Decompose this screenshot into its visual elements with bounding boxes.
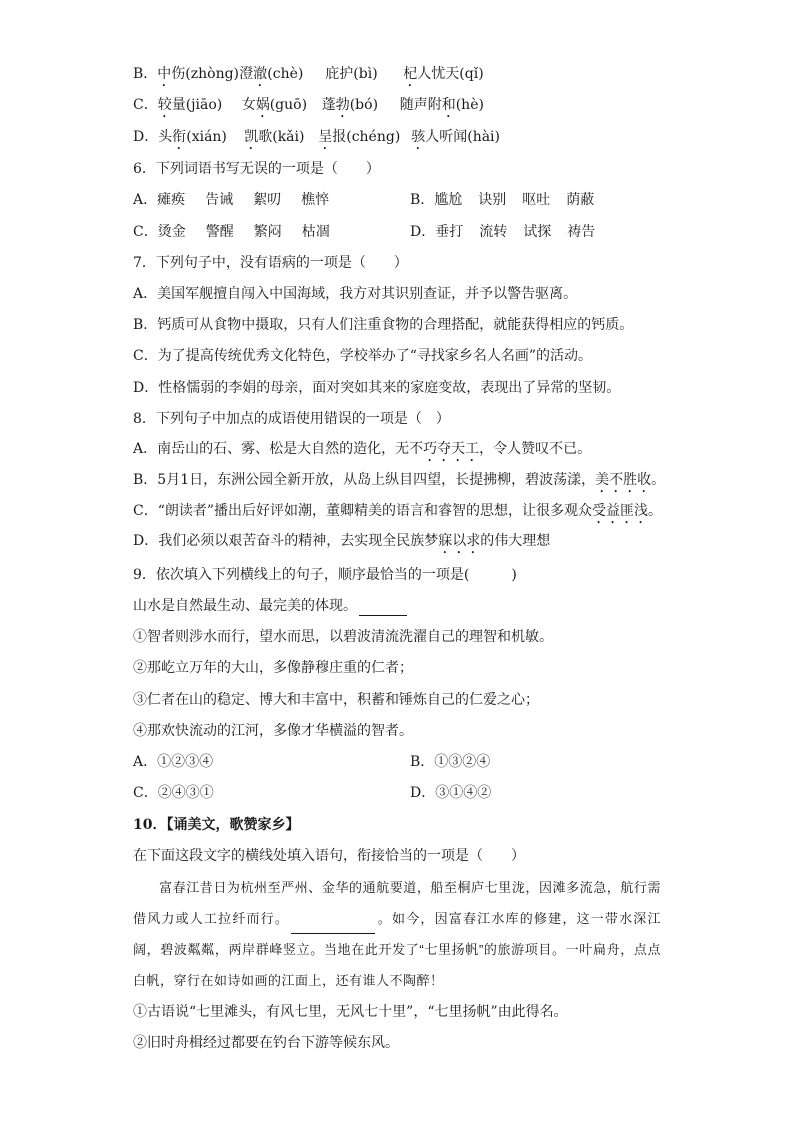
pinyin-item: 杞人忧天(qǐ) [403, 66, 484, 82]
q9-row-cd [133, 783, 492, 803]
pinyin-item: 中伤(zhòng) [157, 66, 240, 82]
pinyin-item: 庇护(bì) [325, 66, 378, 82]
q8-stem: 8．下列句子中加点的成语使用错误的一项是（ ） [133, 411, 450, 427]
pinyin-item: 凯歌(kǎi) [244, 129, 305, 145]
pinyin-item: 呈报(chéng) [318, 129, 401, 145]
sentence-text: D．我们必须以艰苦奋斗的精神，去实现全民族梦 [133, 533, 439, 549]
sentence-text: A．南岳山的石、雾、松是大自然的造化，无不 [133, 441, 424, 457]
q7-stem: 7．下列句子中，没有语病的一项是（ ） [133, 255, 408, 271]
word: 警醒 [205, 224, 234, 240]
pinyin-item: 蓬勃(bó) [321, 97, 379, 113]
q5-option-d[interactable] [133, 127, 500, 153]
q8-option-c[interactable] [133, 501, 662, 527]
q6-option-b[interactable] [410, 190, 594, 210]
passage-text: 。如今，因富春江水库的修建，这一带水深江阔，碧波粼粼，两岸群峰竖立。当地在此开发了“七里扬帆”的旅游项目。一叶扁舟，点点白帆，穿行在如诗如画的江面上，还有谁人不陶醉！ [133, 911, 661, 988]
q9-option-a[interactable]: A．①②③④ [133, 754, 214, 770]
lead-text: 山水是自然最生动、最完美的体现。 [133, 598, 357, 614]
word: 絮叨 [253, 192, 282, 208]
option-label: C． [133, 224, 158, 240]
sentence-text: 的伟大理想 [480, 533, 551, 549]
word: 流转 [479, 224, 508, 240]
word: 荫蔽 [566, 192, 595, 208]
q7-option-b[interactable]: B．钙质可从食物中摄取，只有人们注重食物的合理搭配，就能获得相应的钙质。 [133, 317, 634, 333]
answer-blank[interactable] [291, 919, 375, 934]
q5-option-b[interactable] [133, 64, 484, 90]
q8-option-b[interactable] [133, 470, 665, 496]
word: 尴尬 [434, 192, 463, 208]
option-label: D． [133, 129, 159, 145]
word: 告诫 [205, 192, 234, 208]
q6-option-a[interactable] [133, 192, 329, 208]
pinyin-item: 随声附和(hè) [399, 97, 484, 113]
pinyin-item: 较量(jiāo) [157, 97, 223, 113]
pinyin-item: 澄澈(chè) [239, 66, 304, 82]
sentence-text: B．5月1日，东洲公园全新开放，从岛上纵目四望，长提拂柳，碧波荡漾， [133, 472, 596, 488]
word: 呕吐 [522, 192, 551, 208]
marked-idiom: 受益匪浅 [592, 503, 649, 519]
q10-sentence-1: ①古语说“七里滩头，有风七里，无风七十里”，“七里扬帆”由此得名。 [133, 1004, 568, 1020]
pinyin-item: 骇人听闻(hài) [411, 129, 500, 145]
q7-option-d[interactable]: D．性格懦弱的李娟的母亲，面对突如其来的家庭变故，表现出了异常的坚韧。 [133, 380, 621, 396]
q7-option-a[interactable]: A．美国军舰擅自闯入中国海域，我方对其识别查证，并予以警告驱离。 [133, 286, 578, 302]
word: 樵悴 [301, 192, 330, 208]
q9-lead [133, 596, 407, 616]
q9-row-ab [133, 752, 491, 772]
option-label: D． [410, 224, 436, 240]
q10-sentence-2: ②旧时舟楫经过都要在钓台下游等候东风。 [133, 1035, 399, 1051]
answer-blank[interactable] [359, 601, 407, 616]
q7-option-c[interactable]: C．为了提高传统优秀文化特色，学校举办了“寻找家乡名人名画”的活动。 [133, 348, 593, 364]
option-label: C． [133, 97, 158, 113]
q6-row-cd [133, 222, 596, 242]
q6-row-ab [133, 190, 595, 210]
q9-sentence-4: ④那欢快流动的江河，多像才华横溢的智者。 [133, 723, 413, 739]
q9-sentence-1: ①智者则涉水而行，望水而思，以碧波清流洗濯自己的理智和机敏。 [133, 629, 553, 645]
q5-option-c[interactable] [133, 95, 484, 121]
word: 枯凅 [301, 224, 330, 240]
q6-option-d[interactable] [410, 222, 595, 242]
pinyin-item: 女娲(guō) [241, 97, 308, 113]
q10-heading: 10．【诵美文，歌赞家乡】 [133, 817, 300, 833]
q9-sentence-2: ②那屹立万年的大山，多像静穆庄重的仁者； [133, 660, 413, 676]
option-label: A． [133, 192, 158, 208]
q10-passage [133, 872, 661, 996]
sentence-text: 。 [651, 472, 666, 488]
option-label: B． [410, 192, 435, 208]
sentence-text: 。 [648, 503, 663, 519]
q8-option-d[interactable] [133, 531, 550, 557]
word: 瘫痪 [157, 192, 186, 208]
sentence-text: C．“朗读者”播出后好评如潮，董卿精美的语言和睿智的思想，让很多观众 [133, 503, 593, 519]
passage-text: 富春江昔日为杭州至严州、金华的通航要道，船至桐庐七里泷，因滩多流急，航行需借风力或人工拉纤而行。 [133, 880, 661, 926]
marked-idiom: 美不胜收 [595, 472, 652, 488]
q9-sentence-3: ③仁者在山的稳定、博大和丰富中，积蓄和锤炼自己的仁爱之心； [133, 692, 539, 708]
word: 烫金 [157, 224, 186, 240]
marked-idiom: 寐以求 [438, 533, 481, 549]
word: 试探 [523, 224, 552, 240]
q9-option-c[interactable]: C．②④③① [133, 785, 214, 801]
q9-stem: 9．依次填入下列横线上的句子，顺序最恰当的一项是( ) [133, 567, 517, 583]
q9-option-b[interactable]: B．①③②④ [410, 754, 491, 770]
q8-option-a[interactable] [133, 439, 591, 465]
word: 垂打 [435, 224, 464, 240]
q6-stem: 6．下列词语书写无误的一项是（ ） [133, 161, 380, 177]
word: 祷告 [567, 224, 596, 240]
word: 诀别 [478, 192, 507, 208]
q10-stem: 在下面这段文字的横线处填入语句，衔接恰当的一项是（ ） [133, 848, 525, 864]
word: 繁闷 [253, 224, 282, 240]
sentence-text: ，令人赞叹不已。 [479, 441, 592, 457]
q9-option-d[interactable]: D．③①④② [410, 785, 492, 801]
pinyin-item: 头衔(xián) [158, 129, 227, 145]
marked-idiom: 巧夺天工 [423, 441, 480, 457]
option-label: B． [133, 66, 158, 82]
q6-option-c[interactable] [133, 224, 330, 240]
